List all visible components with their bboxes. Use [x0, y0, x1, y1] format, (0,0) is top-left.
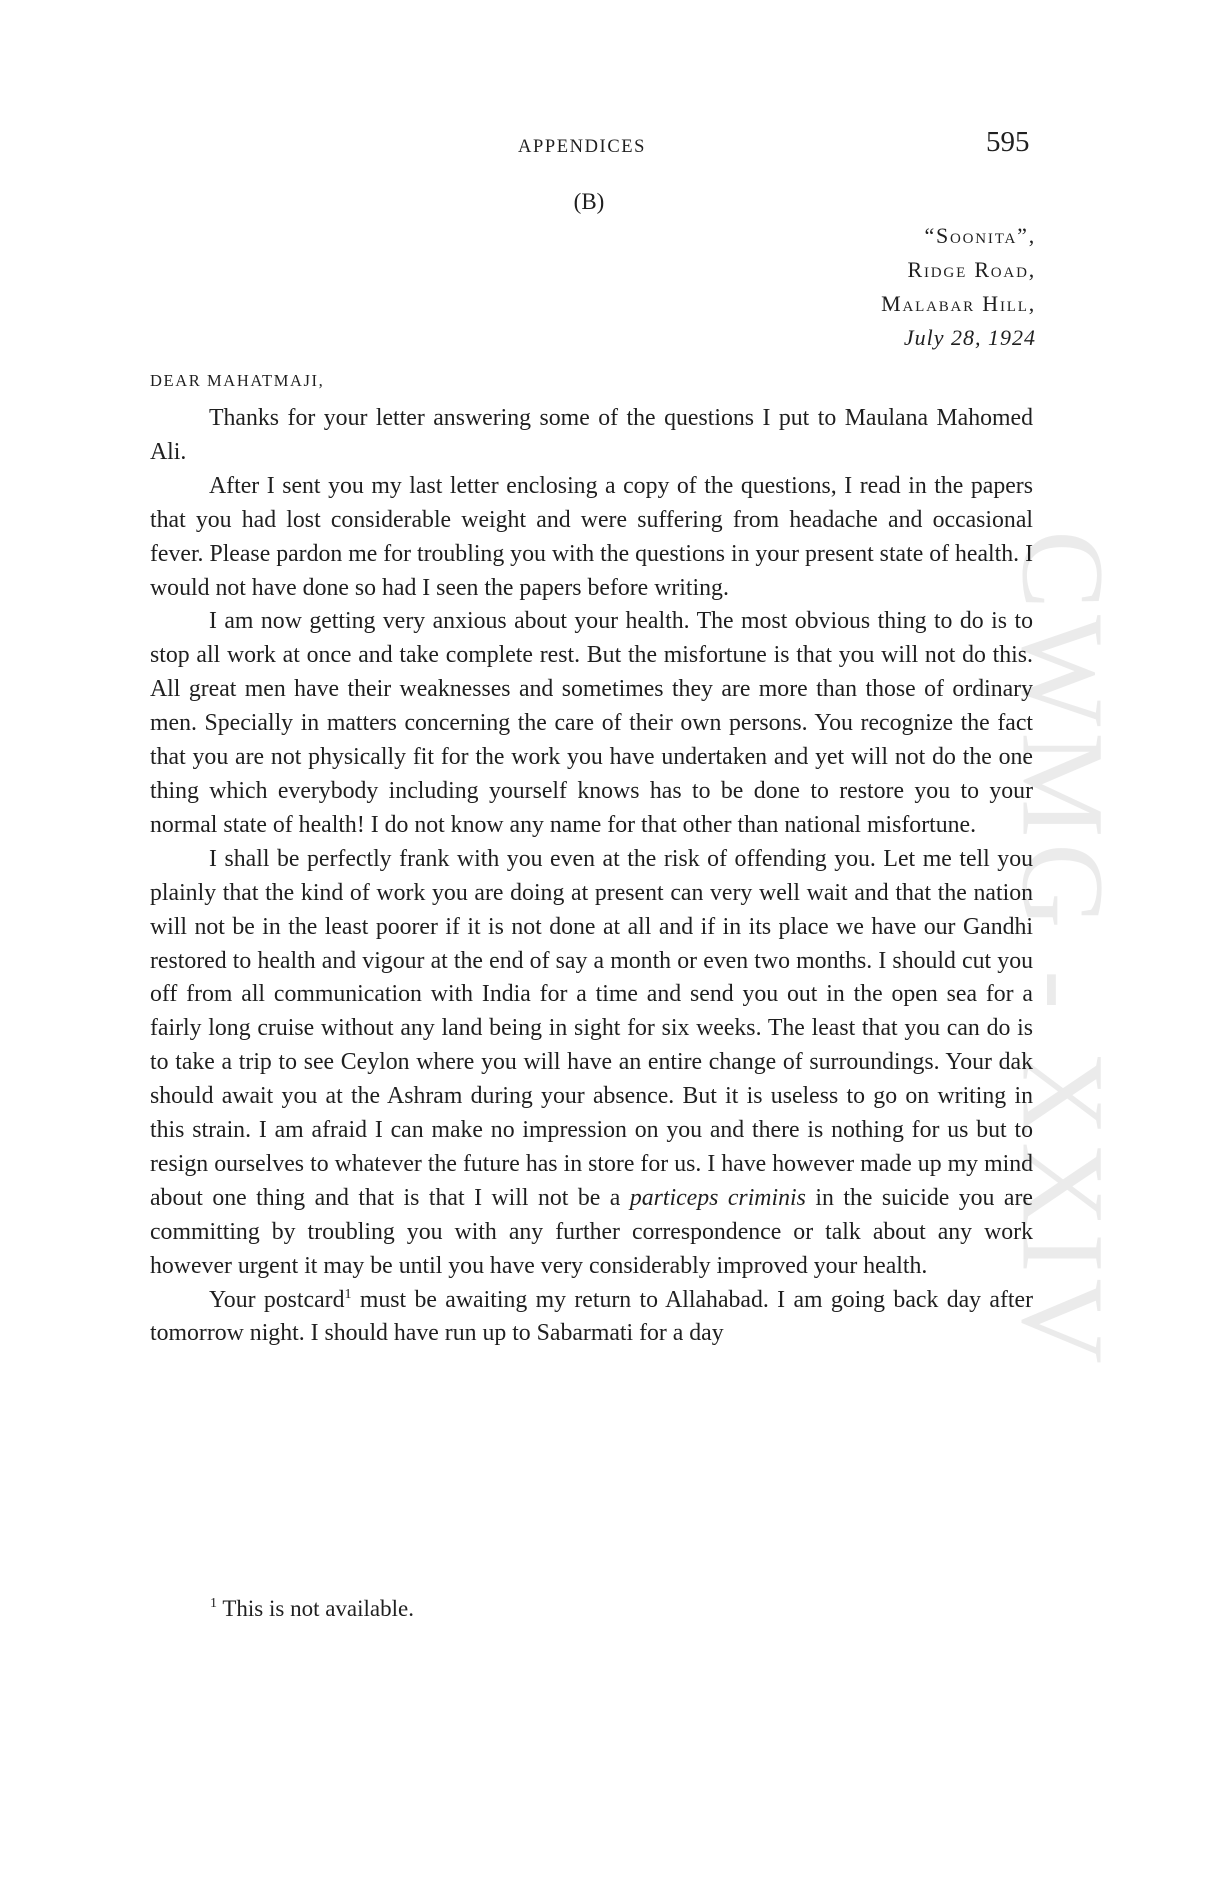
page-number: 595 — [986, 126, 1030, 158]
running-header: APPENDICES — [518, 137, 647, 157]
footnote — [210, 1596, 414, 1622]
footnote-reference: 1 — [344, 1286, 352, 1302]
paragraph-4-tail: in the suicide you are committing by troubling you with any further correspondence or talk about any work however urgent it may be until you have very considerably improved your health. — [150, 1184, 1033, 1279]
address-line-3: Malabar Hill, — [881, 291, 1036, 316]
latin-phrase: particeps criminis — [629, 1184, 806, 1211]
paragraph-4-main: I shall be perfectly frank with you even at the risk of offending you. Let me tell you plainly that the kind of work you are doing at present can very well wait and that the nation will not be in the least poorer if it is not done at all and if in its place we have our Gandhi restored to health and vigour at the end of say a month or even two months. I should cut you off from all communication with India for a time and send you out in the open sea for a fairly long cruise without any land being in sight for six weeks. The least that you can do is to take a trip to see Ceylon where you will have an entire change of surroundings. Your dak should await you at the Ashram during your absence. But it is useless to go on writing in this strain. I am afraid I can make no impression on you and there is nothing for us but to resign ourselves to whatever the future has in store for us. I have however made up my mind about one thing and that is that I will not be a — [150, 845, 1033, 1211]
address-line-1: “Soonita”, — [924, 223, 1036, 248]
letter-date: July 28, 1924 — [903, 325, 1036, 350]
footnote-mark: 1 — [210, 1596, 217, 1611]
paragraph-1: Thanks for your letter answering some of the questions I put to Maulana Mahomed Ali. — [150, 405, 1033, 465]
section-label: (B) — [573, 189, 605, 214]
address-line-2: Ridge Road, — [907, 257, 1036, 282]
salutation: DEAR MAHATMAJI, — [150, 371, 325, 390]
letter-address — [881, 219, 1036, 355]
letter-body — [150, 402, 1033, 1351]
paragraph-5-start: Your postcard — [209, 1286, 345, 1313]
paragraph-4 — [150, 843, 1033, 1284]
paragraph-5 — [150, 1284, 1033, 1352]
footnote-text: This is not available. — [217, 1596, 414, 1621]
paragraph-5-rest: must be awaiting my return to Allahabad. I am going back day after tomorrow night. I should have run up to Sabarmati for a day — [150, 1286, 1033, 1347]
watermark-text: CWMG - XXIV — [998, 530, 1130, 1370]
paragraph-2: After I sent you my last letter enclosing a copy of the questions, I read in the papers that you had lost considerable weight and were suffering from headache and occasional fever. Please pardon me for troubling you with the questions in your present state of health. I would not have done so had I seen the papers before writing. — [150, 472, 1033, 601]
paragraph-3: I am now getting very anxious about your health. The most obvious thing to do is to stop all work at once and take complete rest. But the misfortune is that you will not do this. All great men have their weaknesses and sometimes they are more than those of ordinary men. Specially in matters concerning the care of their own persons. You recognize the fact that you are not physically fit for the work you have undertaken and yet will not do the one thing which everybody including yourself knows has to be done to restore you to your normal state of health! I do not know any name for that other than national misfortune. — [150, 608, 1033, 838]
